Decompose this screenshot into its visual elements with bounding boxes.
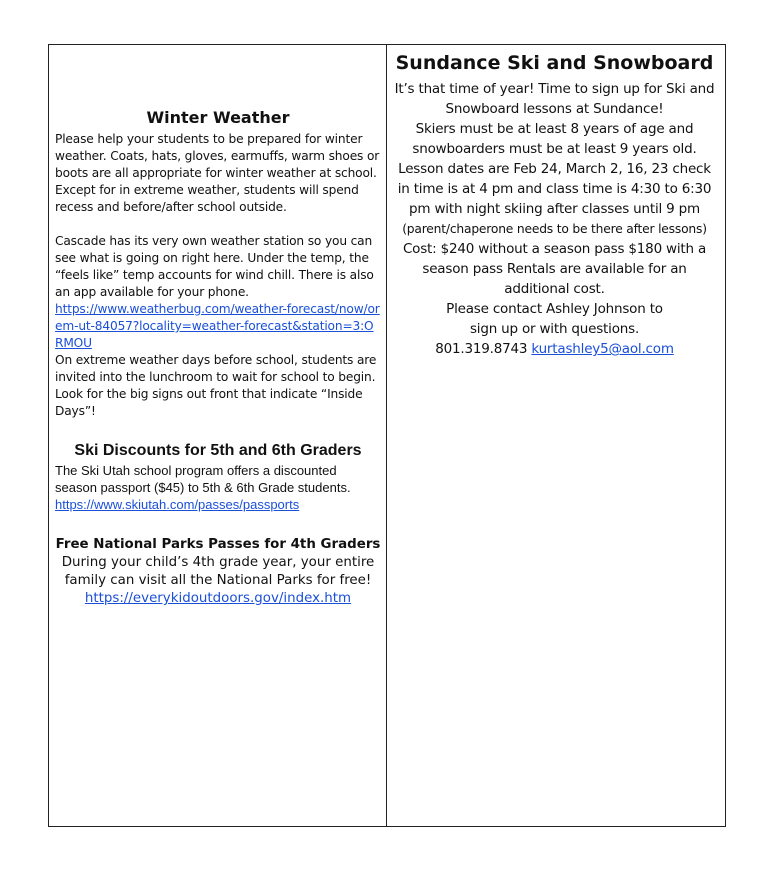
contact-phone: 801.319.8743 [435, 341, 528, 357]
sundance-cost: Cost: $240 without a season pass $180 with a season pass Rentals are available for an additional cost. [402, 241, 707, 297]
left-column [55, 108, 381, 608]
ski-discounts-text: The Ski Utah school program offers a discounted season passport ($45) to 5th & 6th Grade students. [55, 463, 351, 495]
weatherbug-link[interactable]: https://www.weatherbug.com/weather-forecast/now/orem-ut-84057?locality=weather-forecast&station=3:ORMOU [55, 302, 380, 350]
national-parks-text: During your child’s 4th grade year, your entire family can visit all the National Parks for free! [61, 555, 375, 588]
inside-days-paragraph: On extreme weather days before school, students are invited into the lunchroom to wait for school to begin. Look for the big signs out front that indicate “Inside Days”! [55, 353, 377, 418]
column-divider [386, 44, 387, 827]
sundance-contact-line2: sign up or with questions. [469, 321, 640, 337]
weather-station-paragraph: Cascade has its very own weather station so you can see what is going on right here. Under the temp, the “feels like” temp accounts for wind chill. There is also an app available for your phone. [55, 234, 374, 299]
contact-email-link[interactable]: kurtashley5@aol.com [531, 341, 674, 357]
sundance-contact-info [392, 339, 717, 359]
sundance-chaperone-note: (parent/chaperone needs to be there after lessons) [402, 222, 707, 236]
sundance-lesson-dates: Lesson dates are Feb 24, March 2, 16, 23 check in time is at 4 pm and class time is 4:30 to 6:30 pm with night skiing after classes until 9 pm [397, 161, 712, 217]
winter-weather-heading: Winter Weather [146, 108, 290, 127]
right-column [392, 52, 717, 359]
skiutah-link[interactable]: https://www.skiutah.com/passes/passports [55, 497, 300, 512]
sundance-contact-line1: Please contact Ashley Johnson to [446, 301, 663, 317]
sundance-heading: Sundance Ski and Snowboard [395, 52, 714, 74]
sundance-intro: It’s that time of year! Time to sign up for Ski and Snowboard lessons at Sundance! [394, 81, 715, 117]
everykidoutdoors-link[interactable]: https://everykidoutdoors.gov/index.htm [84, 591, 352, 606]
sundance-age-requirement: Skiers must be at least 8 years of age and snowboarders must be at least 9 years old. [412, 121, 697, 157]
ski-discounts-heading: Ski Discounts for 5th and 6th Graders [74, 442, 362, 459]
national-parks-heading: Free National Parks Passes for 4th Graders [55, 537, 381, 552]
winter-weather-paragraph: Please help your students to be prepared for winter weather. Coats, hats, gloves, earmuffs, warm shoes or boots are all appropriate for winter weather at school. Except for in extreme weather, students will spend recess and before/after school outside. [55, 132, 380, 214]
